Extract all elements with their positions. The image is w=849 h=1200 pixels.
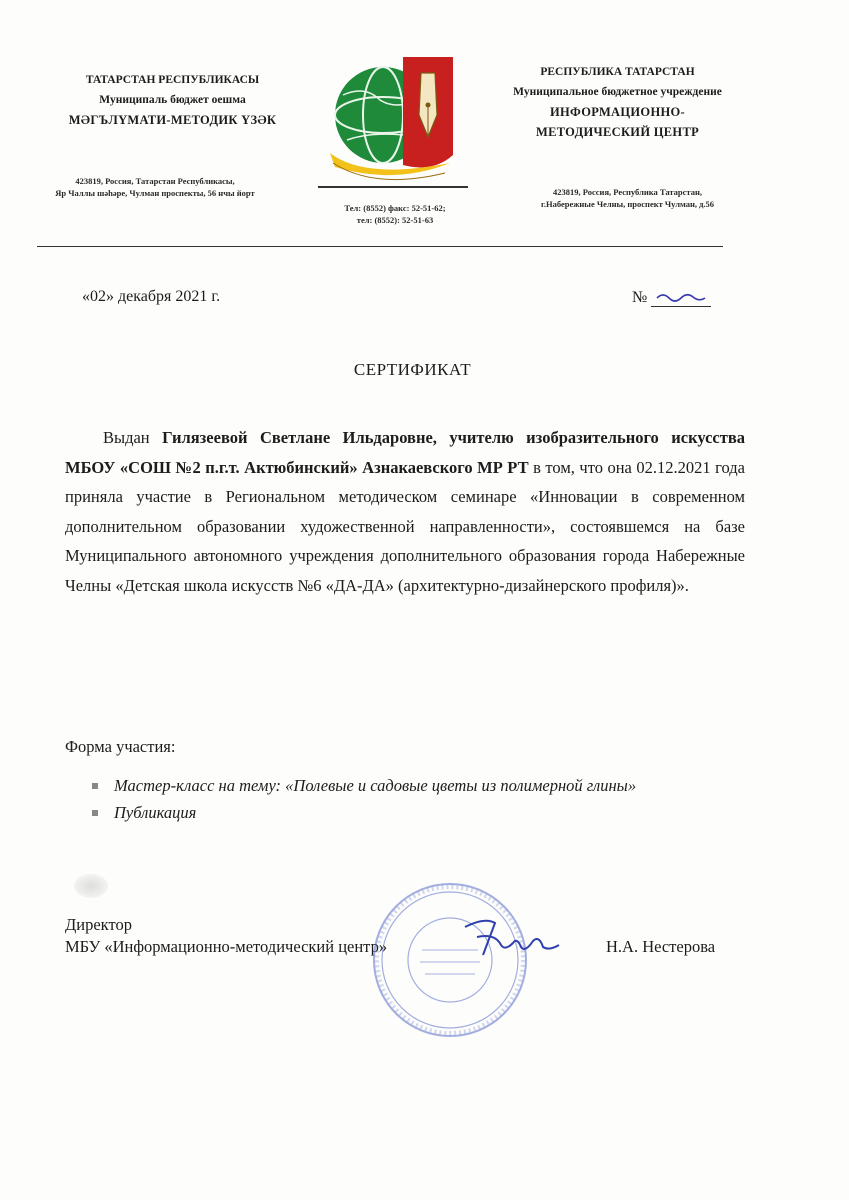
bullet-icon — [92, 783, 98, 789]
header-right-address-line2: г.Набережные Челны, проспект Чулман, д.56 — [540, 199, 715, 209]
phone-fax-line: Тел: (8552) факс: 52-51-62; — [344, 203, 446, 213]
header-right-address-line1: 423819, Россия, Республика Татарстан, — [553, 187, 702, 197]
header-left-address-line2: Яр Чаллы шәһәре, Чулман проспекты, 56 нчы йорт — [55, 188, 255, 198]
body-intro: Выдан — [103, 428, 163, 447]
header-left — [40, 70, 305, 130]
org-logo — [325, 45, 465, 195]
body-rest: в том, что она 02.12.2021 года приняла участие в Региональном методическом семинаре «Инновации в современном дополнительном образовании художественной направленности», состоявшемся на базе Муниципального автономного учреждения дополнительного образования города Набережные Челны «Детская школа искусств №6 «ДА-ДА» (архитектурно-дизайнерского профиля)». — [65, 457, 745, 595]
logo-underline — [318, 186, 468, 188]
participation-item-publication: Публикация — [114, 803, 197, 822]
participation-list — [88, 772, 768, 826]
globe-pen-emblem — [325, 45, 465, 195]
ink-scribble-icon — [655, 290, 715, 304]
list-item — [88, 799, 768, 826]
ink-smudge — [74, 874, 108, 898]
handwritten-number-mark — [651, 288, 711, 307]
signatory-position: Директор — [65, 915, 132, 934]
header-right-org-type: Муниципальное бюджетное учреждение — [513, 86, 722, 98]
document-number — [632, 288, 711, 307]
list-item — [88, 772, 768, 799]
signature-scribble-icon — [455, 915, 565, 965]
header-left-org-name: МӘГЪЛҮМАТИ-МЕТОДИК ҮЗӘК — [68, 113, 277, 127]
header-right-org-name-2: МЕТОДИЧЕСКИЙ ЦЕНТР — [535, 125, 700, 139]
number-label: № — [632, 289, 648, 306]
header-left-address — [15, 175, 295, 199]
header-left-org-type: Муниципаль бюджет оешма — [99, 94, 246, 106]
header-left-country: ТАТАРСТАН РЕСПУБЛИКАСЫ — [85, 74, 260, 86]
participation-form-label: Форма участия: — [65, 737, 176, 756]
header-right-address — [500, 186, 755, 210]
signatory-name: Н.А. Нестерова — [606, 937, 716, 956]
signatory-organization: МБУ «Информационно-методический центр» — [65, 937, 388, 956]
phone-line: тел: (8552): 52-51-63 — [356, 215, 434, 225]
document-title: СЕРТИФИКАТ — [353, 360, 472, 379]
signatory-block — [65, 914, 387, 958]
header-right — [480, 62, 755, 142]
header-right-country: РЕСПУБЛИКА ТАТАРСТАН — [540, 66, 695, 78]
header-divider — [37, 246, 723, 247]
header-left-address-line1: 423819, Россия, Татарстан Республикасы, — [75, 176, 235, 186]
recipient-name: Гилязеевой Светлане Ильдаровне, учителю изобразительного искусства МБОУ «СОШ №2 п.г.т. Актюбинский» Азнакаевского МР РТ — [65, 428, 746, 477]
document-date: «02» декабря 2021 г. — [82, 288, 221, 305]
bullet-icon — [92, 810, 98, 816]
handwritten-signature — [455, 915, 565, 965]
participation-item-masterclass: Мастер-класс на тему: «Полевые и садовые цветы из полимерной глины» — [114, 776, 637, 795]
header-center-phones — [310, 202, 480, 226]
certificate-body — [65, 423, 745, 600]
header-right-org-name-1: ИНФОРМАЦИОННО- — [550, 105, 685, 119]
